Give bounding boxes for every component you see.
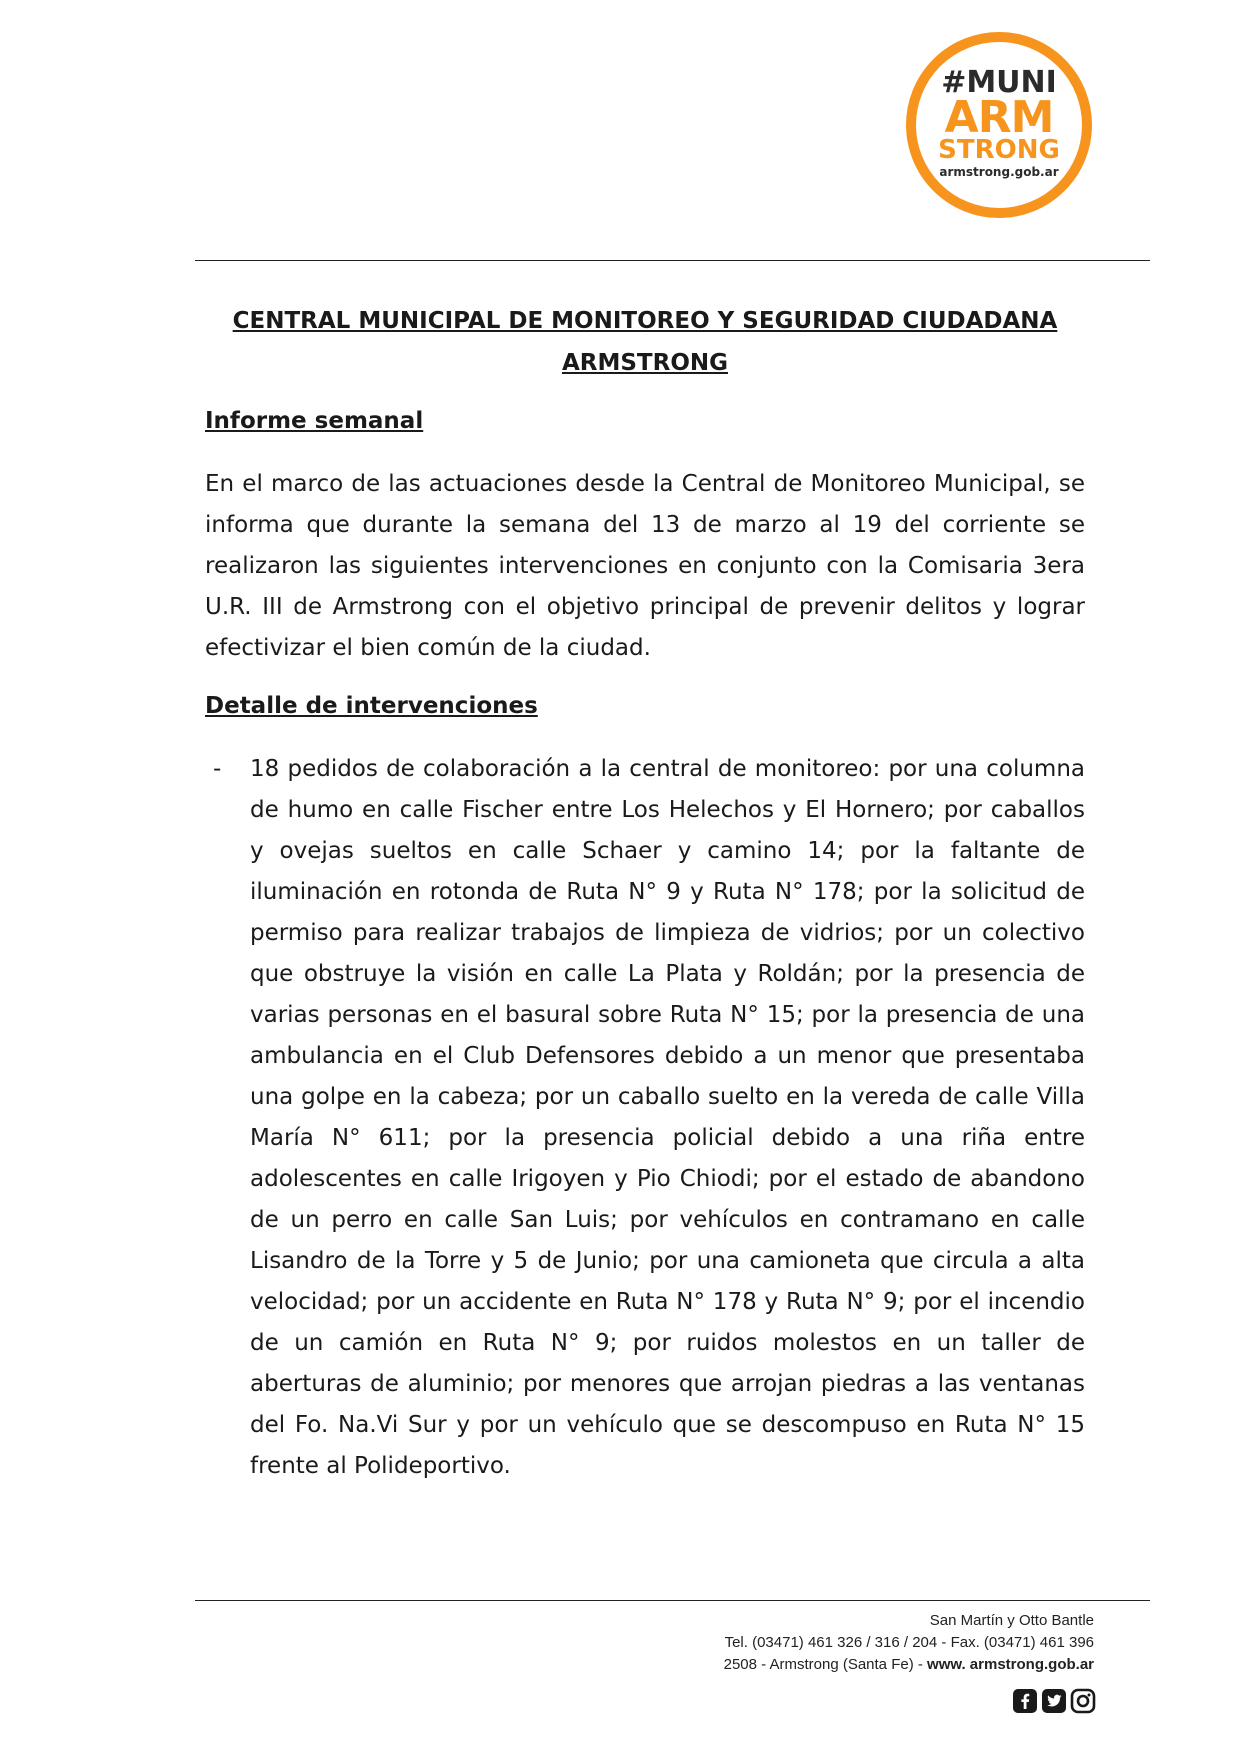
logo-strong-text: STRONG xyxy=(938,135,1060,165)
section-heading-informe: Informe semanal xyxy=(205,408,424,434)
title-line-1: CENTRAL MUNICIPAL DE MONITOREO Y SEGURIDAD CIUDADANA xyxy=(232,308,1058,334)
footer-website-link[interactable]: www. armstrong.gob.ar xyxy=(927,1656,1094,1673)
header-divider xyxy=(195,260,1150,261)
logo-arm-text: ARM xyxy=(944,92,1054,143)
interventions-list-item: 18 pedidos de colaboración a la central de monitoreo: por una columna de humo en calle Fischer entre Los Helechos y El Hornero; por caballos y ovejas sueltos en calle Schaer y camino 14; por la faltante de iluminación en rotonda de Ruta N° 9 y Ruta N° 178; por la solicitud de permiso para realizar trabajos de limpieza de vidrios; por un colectivo que obstruye la visión en calle La Plata y Roldán; por la presencia de varias personas en el basural sobre Ruta N° 15; por la presencia de una ambulancia en el Club Defensores debido a un menor que presentaba una golpe en la cabeza; por un caballo suelto en la vereda de calle Villa María N° 611; por la presencia policial debido a una riña entre adolescentes en calle Irigoyen y Pio Chiodi; por el estado de abandono de un perro en calle San Luis; por vehículos en contramano en calle Lisandro de la Torre y 5 de Junio; por una camioneta que circula a alta velocidad; por un accidente en Ruta N° 178 y Ruta N° 9; por el incendio de un camión en Ruta N° 9; por ruidos molestos en un taller de aberturas de aluminio; por menores que arrojan piedras a las ventanas del Fo. Na.Vi Sur y por un vehículo que se descompuso en Ruta N° 15 frente al Polideportivo. xyxy=(250,756,1085,1479)
footer-city: 2508 - Armstrong (Santa Fe) - xyxy=(723,1656,928,1673)
logo-url-text: armstrong.gob.ar xyxy=(939,165,1059,179)
intro-paragraph: En el marco de las actuaciones desde la Central de Monitoreo Municipal, se informa que durante la semana del 13 de marzo al 19 del corriente se realizaron las siguientes intervenciones en conjunto con la Comisaria 3era U.R. III de Armstrong con el objetivo principal de prevenir delitos y lograr efectivizar el bien común de la ciudad. xyxy=(205,471,1085,661)
facebook-icon[interactable] xyxy=(1012,1688,1038,1714)
footer-phone: Tel. (03471) 461 326 / 316 / 204 - Fax. (03471) 461 396 xyxy=(724,1634,1094,1651)
document-title xyxy=(195,300,1095,384)
logo-muni-text: #MUNI xyxy=(941,65,1057,100)
footer-contact xyxy=(724,1610,1094,1676)
footer-address: San Martín y Otto Bantle xyxy=(929,1612,1094,1629)
footer-city-web xyxy=(724,1654,1094,1676)
bullet-marker: - xyxy=(213,756,222,782)
social-icons xyxy=(1012,1688,1096,1714)
municipality-logo xyxy=(906,32,1092,218)
instagram-icon[interactable] xyxy=(1070,1688,1096,1714)
section-heading-detalle: Detalle de intervenciones xyxy=(205,693,538,719)
twitter-icon[interactable] xyxy=(1041,1688,1067,1714)
footer-divider xyxy=(195,1600,1150,1601)
title-line-2: ARMSTRONG xyxy=(561,350,729,376)
